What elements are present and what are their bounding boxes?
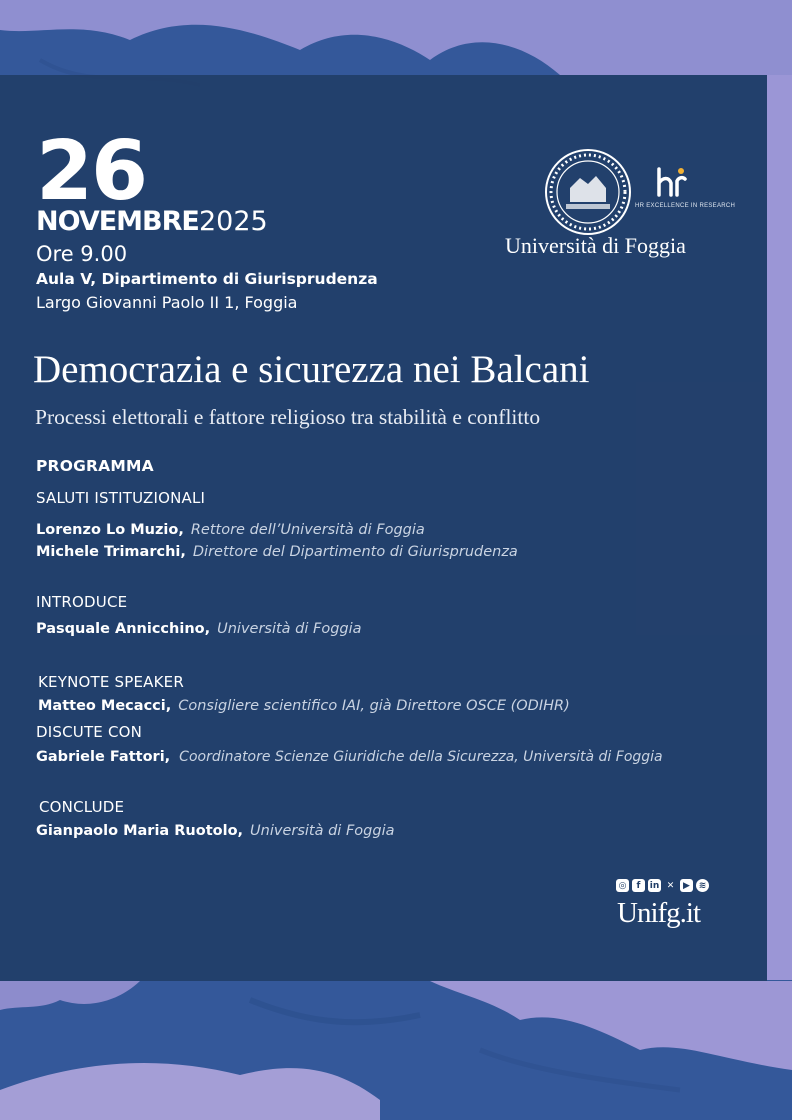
linkedin-icon[interactable]: in [649, 880, 660, 891]
conclude-label: CONCLUDE [39, 798, 125, 816]
speaker-name: Lorenzo Lo Muzio, [36, 522, 184, 538]
introduce-label: INTRODUCE [36, 593, 128, 611]
facebook-icon[interactable]: f [632, 879, 645, 892]
speaker-row [38, 698, 570, 714]
x-icon[interactable]: ✕ [666, 880, 675, 891]
discute-label: DISCUTE CON [36, 723, 143, 741]
speaker-role: Università di Foggia [250, 823, 395, 839]
instagram-icon[interactable]: ◎ [616, 879, 629, 892]
university-name: Università di Foggia [505, 233, 686, 258]
speaker-role: Università di Foggia [217, 621, 362, 637]
speaker-row [36, 749, 663, 765]
speaker-row [36, 823, 394, 839]
page-subtitle: Processi elettorali e fattore religioso tra stabilità e conflitto [35, 405, 541, 429]
speaker-row [36, 522, 425, 538]
saluti-label: SALUTI ISTITUZIONALI [36, 489, 206, 507]
event-venue: Aula V, Dipartimento di Giurisprudenza [36, 270, 378, 288]
speaker-name: Pasquale Annicchino, [36, 621, 211, 637]
site-name[interactable]: Unifg.it [617, 897, 701, 929]
keynote-label: KEYNOTE SPEAKER [38, 673, 184, 691]
hr-excellence-icon [655, 167, 687, 197]
page-title: Democrazia e sicurezza nei Balcani [33, 348, 590, 391]
speaker-name: Matteo Mecacci, [38, 698, 172, 714]
speaker-row [36, 621, 362, 637]
speaker-role: Direttore del Dipartimento di Giurisprudenza [192, 544, 518, 560]
program-heading: PROGRAMMA [36, 457, 154, 475]
speaker-role: Coordinatore Scienze Giuridiche della Sicurezza, Università di Foggia [179, 749, 663, 765]
speaker-name: Michele Trimarchi, [36, 544, 186, 560]
event-year: 2025 [199, 206, 268, 237]
youtube-icon[interactable]: ▶ [680, 879, 693, 892]
speaker-name: Gianpaolo Maria Ruotolo, [36, 823, 244, 839]
event-day: 26 [36, 124, 147, 219]
spotify-icon[interactable]: ≋ [696, 879, 709, 892]
hr-badge-text: HR EXCELLENCE IN RESEARCH [635, 203, 736, 209]
speaker-row [36, 544, 518, 560]
university-seal-icon [544, 148, 632, 236]
speaker-role: Consigliere scientifico IAI, già Direttore OSCE (ODIHR) [178, 698, 570, 714]
event-time: Ore 9.00 [36, 242, 128, 266]
speaker-role: Rettore dell’Università di Foggia [190, 522, 425, 538]
social-links [616, 879, 709, 892]
content-panel [0, 75, 767, 981]
speaker-name: Gabriele Fattori, [36, 749, 171, 765]
land-east [767, 75, 792, 980]
event-address: Largo Giovanni Paolo II 1, Foggia [36, 293, 298, 312]
event-month: NOVEMBRE [36, 206, 199, 237]
